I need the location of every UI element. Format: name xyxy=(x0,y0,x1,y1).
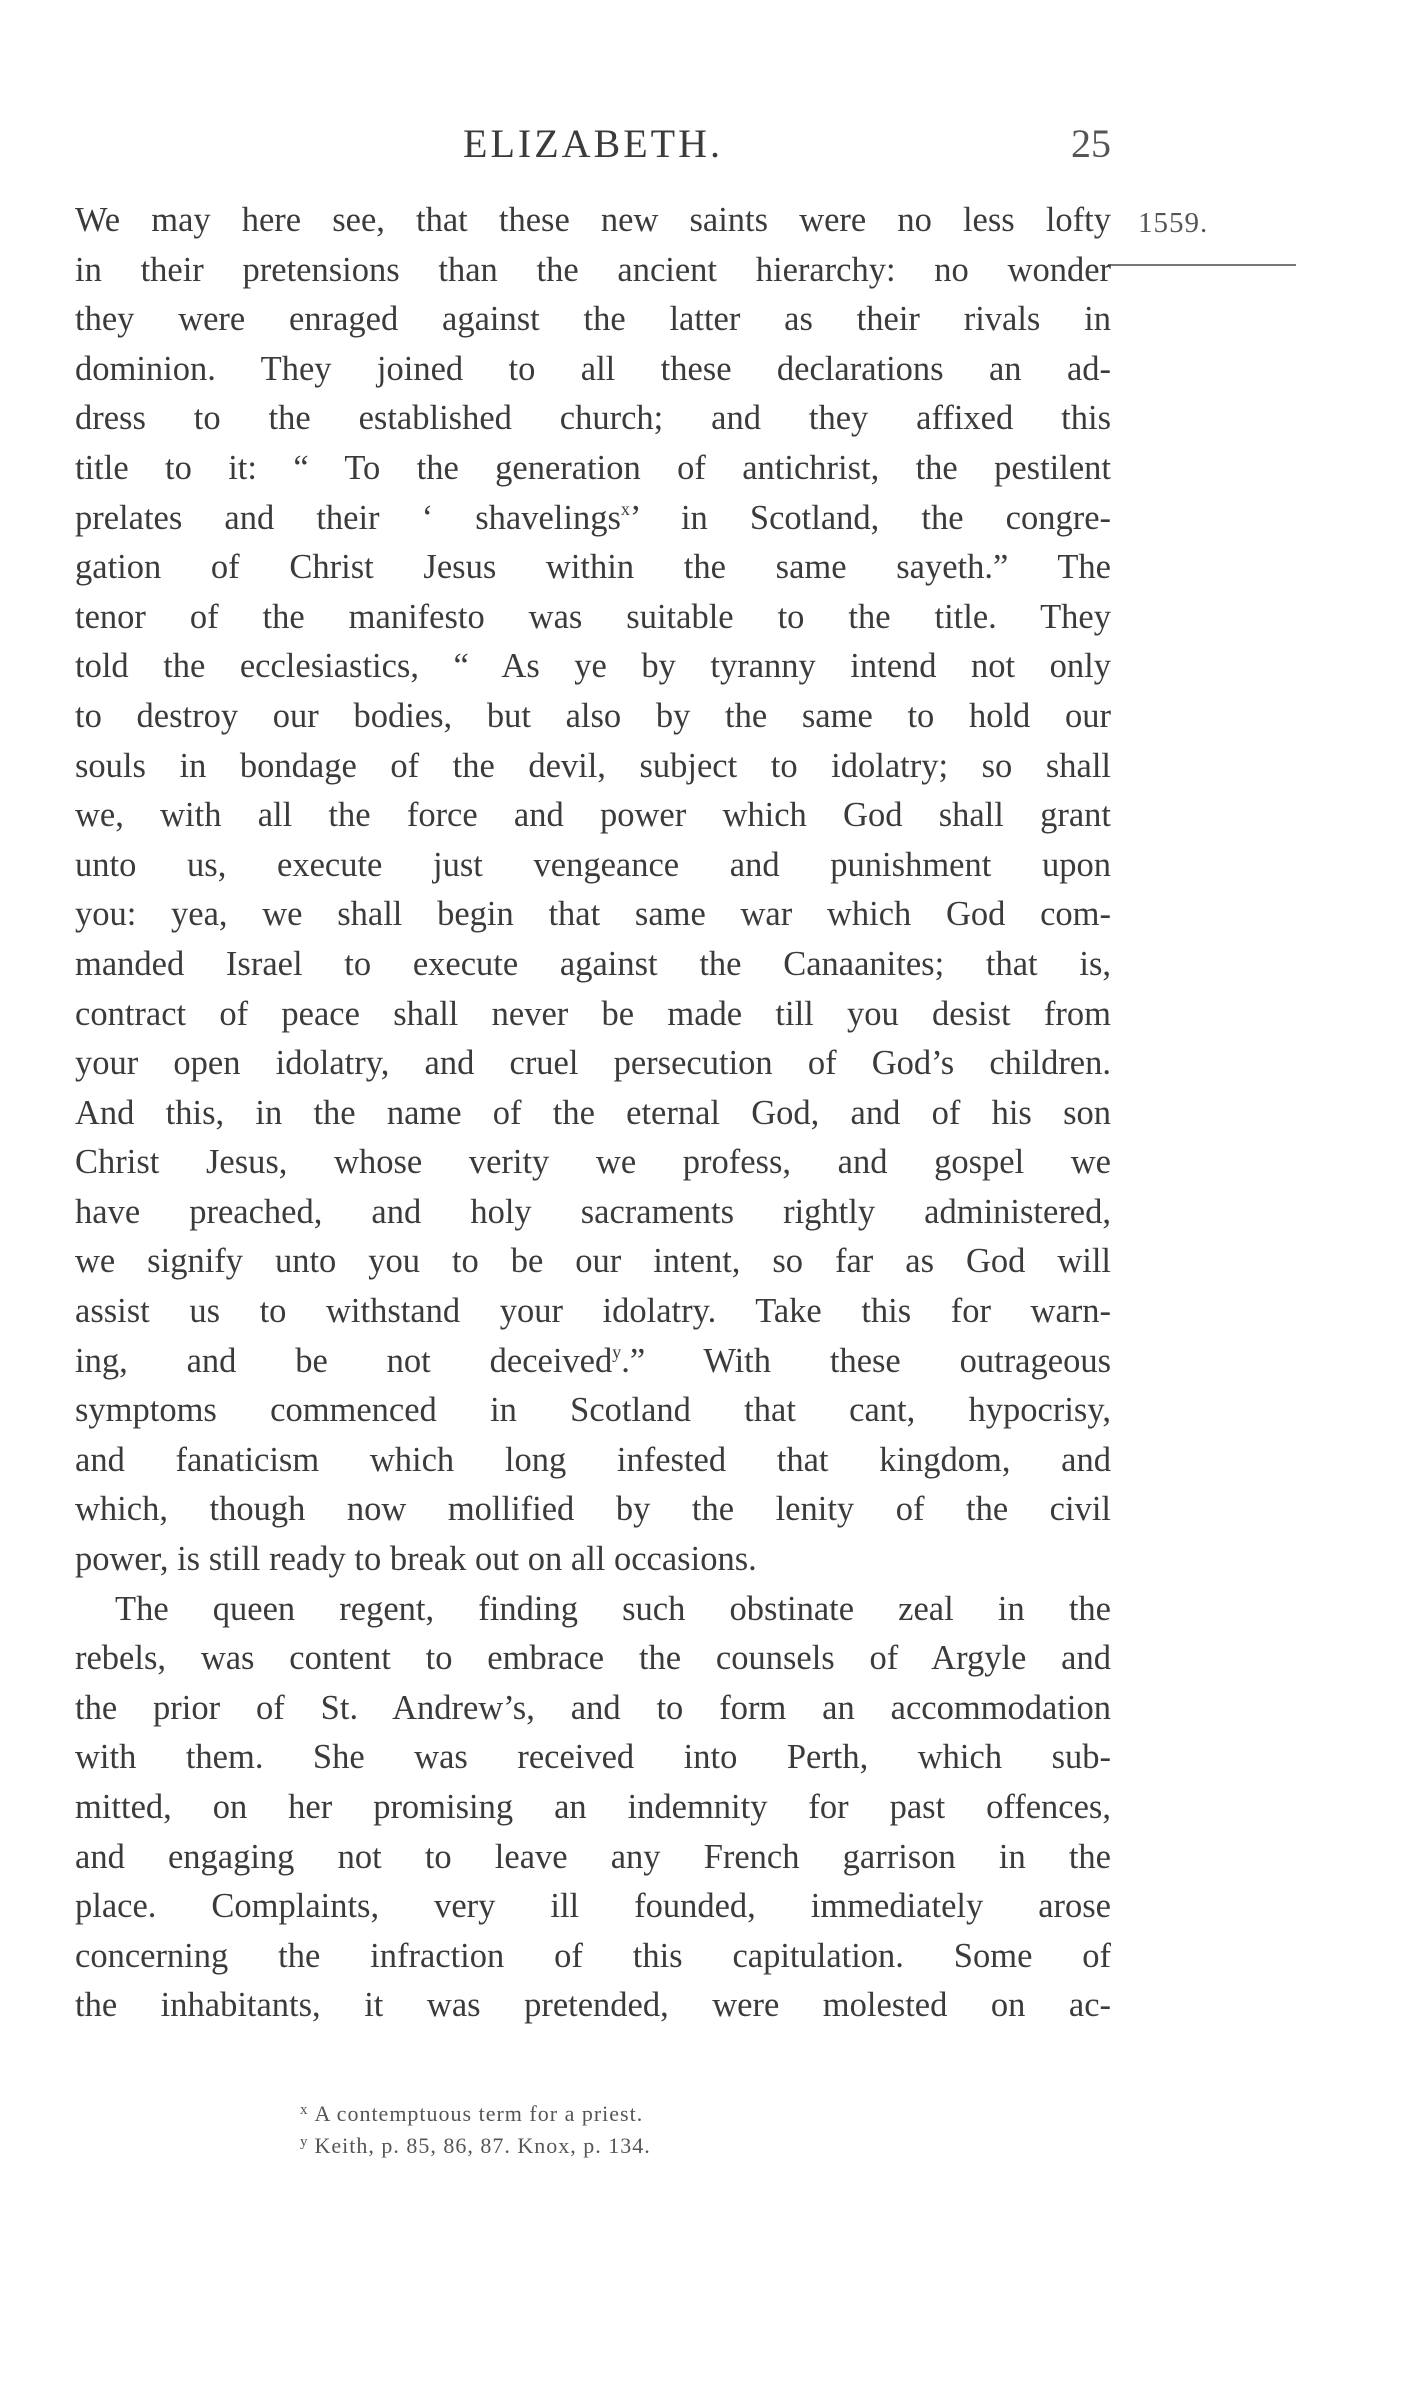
text-line: concerning the infraction of this capitulation. Some of xyxy=(75,1936,1111,1975)
text-line: place. Complaints, very ill founded, immediately arose xyxy=(75,1887,1111,1926)
text-line: power, is still ready to break out on all occasions. xyxy=(75,1540,757,1579)
body-text xyxy=(75,196,1111,2031)
text-line: manded Israel to execute against the Canaanites; that is, xyxy=(75,944,1111,983)
text-line: with them. She was received into Perth, which sub- xyxy=(75,1738,1111,1777)
text-line: told the ecclesiastics, “ As ye by tyranny intend not only xyxy=(75,647,1111,686)
footnote-mark: x xyxy=(300,2102,309,2118)
page-header xyxy=(75,118,1111,170)
running-title: ELIZABETH. xyxy=(463,121,723,166)
text-line: your open idolatry, and cruel persecution of God’s children. xyxy=(75,1044,1111,1083)
text-line: rebels, was content to embrace the counsels of Argyle and xyxy=(75,1639,1111,1678)
text-line: tenor of the manifesto was suitable to the title. They xyxy=(75,597,1111,636)
text-line: And this, in the name of the eternal God, and of his son xyxy=(75,1093,1111,1132)
text-line-with-footnote-x xyxy=(75,494,1111,544)
text-fragment: prelates and their ‘ shavelings xyxy=(75,498,621,537)
footnote-y xyxy=(300,2128,651,2160)
text-line: we signify unto you to be our intent, so far as God will xyxy=(75,1242,1111,1281)
text-line: The queen regent, finding such obstinate zeal in the xyxy=(115,1589,1111,1628)
margin-year-note: 1559. xyxy=(1138,207,1209,239)
text-line: and engaging not to leave any French garrison in the xyxy=(75,1837,1111,1876)
text-line: we, with all the force and power which God shall grant xyxy=(75,796,1111,835)
text-line: mitted, on her promising an indemnity for past offences, xyxy=(75,1788,1111,1826)
page-number: 25 xyxy=(1071,121,1111,166)
footnote-mark: y xyxy=(300,2134,309,2150)
text-line: contract of peace shall never be made till you desist from xyxy=(75,994,1111,1033)
footnote-ref-y: y xyxy=(612,1341,622,1362)
text-line: gation of Christ Jesus within the same sayeth.” The xyxy=(75,548,1111,587)
text-line: unto us, execute just vengeance and punishment upon xyxy=(75,845,1111,884)
text-line: Christ Jesus, whose verity we profess, and gospel we xyxy=(75,1143,1111,1182)
footnote-text: A contemptuous term for a priest. xyxy=(314,2101,644,2126)
footnote-ref-x: x xyxy=(620,498,630,519)
text-line: which, though now mollified by the lenity of the civil xyxy=(75,1490,1111,1529)
text-line: and fanaticism which long infested that kingdom, and xyxy=(75,1440,1111,1479)
text-line: they were enraged against the latter as their rivals in xyxy=(75,300,1111,339)
text-line: have preached, and holy sacraments rightly administered, xyxy=(75,1192,1111,1231)
text-fragment: .” With these outrageous xyxy=(621,1341,1111,1380)
text-line: the prior of St. Andrew’s, and to form an accommodation xyxy=(75,1688,1111,1727)
text-fragment: ’ in Scotland, the congre- xyxy=(629,498,1111,537)
text-line: We may here see, that these new saints were no less lofty xyxy=(75,201,1111,239)
text-line: souls in bondage of the devil, subject to idolatry; so shall xyxy=(75,746,1111,785)
text-line: the inhabitants, it was pretended, were molested on ac- xyxy=(75,1986,1111,2025)
text-line: to destroy our bodies, but also by the same to hold our xyxy=(75,696,1111,735)
text-line-with-footnote-y xyxy=(75,1337,1111,1387)
text-line: you: yea, we shall begin that same war which God com- xyxy=(75,895,1111,934)
text-line: symptoms commenced in Scotland that cant, hypocrisy, xyxy=(75,1391,1111,1430)
text-line: assist us to withstand your idolatry. Take this for warn- xyxy=(75,1292,1111,1331)
text-line: dominion. They joined to all these declarations an ad- xyxy=(75,349,1111,388)
footnotes xyxy=(300,2096,651,2160)
footnote-x xyxy=(300,2096,651,2128)
text-line: in their pretensions than the ancient hierarchy: no wonder xyxy=(75,250,1111,289)
footnote-text: Keith, p. 85, 86, 87. Knox, p. 134. xyxy=(314,2133,651,2158)
text-line: dress to the established church; and they affixed this xyxy=(75,399,1111,438)
text-fragment: ing, and be not deceived xyxy=(75,1341,613,1380)
margin-rule xyxy=(1108,264,1296,266)
text-line: title to it: “ To the generation of antichrist, the pestilent xyxy=(75,448,1111,487)
